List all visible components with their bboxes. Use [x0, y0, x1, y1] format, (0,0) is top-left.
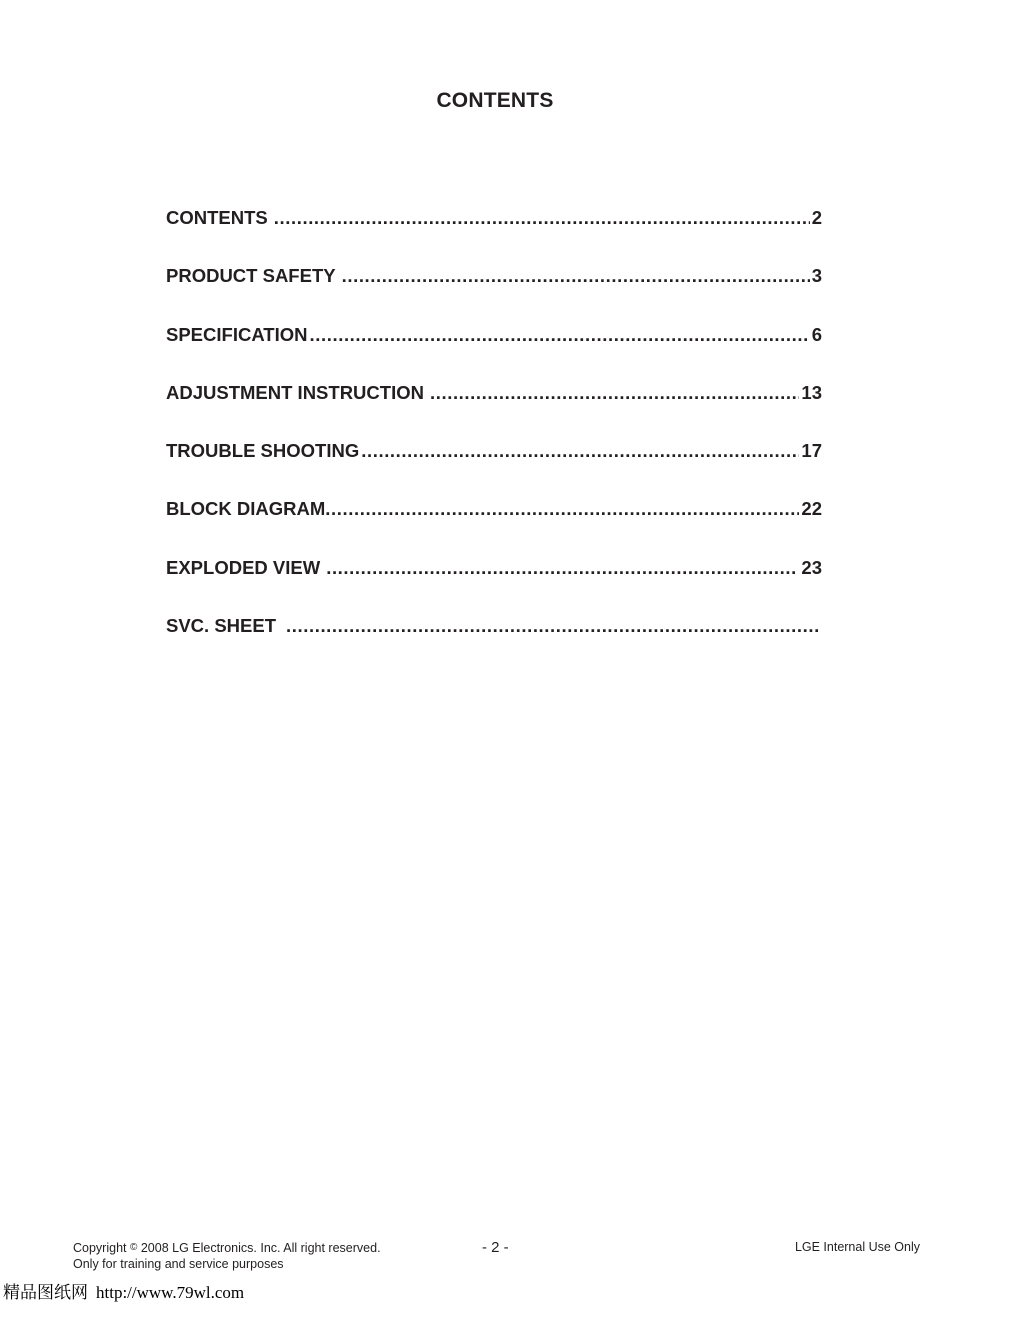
toc-dot-leader [326, 557, 795, 579]
toc-entry-page: 13 [801, 381, 822, 403]
toc-dot-leader [430, 382, 799, 404]
toc-entry-contents[interactable] [166, 207, 822, 265]
toc-dot-leader [342, 265, 810, 287]
copyright-word: Copyright [73, 1241, 127, 1255]
toc-entry-label: SPECIFICATION [166, 323, 308, 345]
footer-copyright [73, 1240, 381, 1272]
toc-entry-block-diagram[interactable] [166, 498, 822, 556]
toc-dot-leader [325, 498, 799, 520]
toc-entry-page: 17 [801, 440, 822, 462]
toc-entry-label: SVC. SHEET [166, 615, 276, 637]
copyright-text: 2008 LG Electronics. Inc. All right reserved. [140, 1241, 381, 1255]
toc-dot-leader [361, 440, 799, 462]
toc-entry-page: 23 [801, 556, 822, 578]
toc-entry-page: 3 [811, 265, 822, 287]
toc-entry-label: TROUBLE SHOOTING [166, 440, 360, 462]
toc-entry-exploded-view[interactable] [166, 557, 822, 615]
toc-entry-page: 22 [801, 498, 822, 520]
toc-dot-leader [274, 207, 810, 229]
table-of-contents [166, 207, 822, 673]
purpose-line: Only for training and service purposes [73, 1257, 284, 1271]
toc-entry-trouble-shooting[interactable] [166, 440, 822, 498]
toc-dot-leader [286, 615, 820, 637]
watermark-text: 精品图纸网 [3, 1283, 88, 1303]
toc-dot-leader [310, 324, 810, 346]
toc-entry-label: EXPLODED VIEW [166, 556, 321, 578]
toc-entry-product-safety[interactable] [166, 265, 822, 323]
toc-entry-label: PRODUCT SAFETY [166, 265, 336, 287]
page-title: CONTENTS [436, 89, 554, 112]
watermark-url[interactable]: http://www.79wl.com [96, 1283, 245, 1302]
toc-entry-label: BLOCK DIAGRAM [166, 498, 326, 520]
toc-entry-svc-sheet[interactable] [166, 615, 822, 673]
toc-entry-label: CONTENTS [166, 207, 268, 228]
toc-entry-page: 2 [811, 207, 822, 228]
watermark [3, 1278, 244, 1303]
toc-entry-label: ADJUSTMENT INSTRUCTION [166, 381, 424, 403]
toc-entry-specification[interactable] [166, 324, 822, 382]
copyright-symbol: © [129, 1242, 138, 1253]
toc-entry-page: 6 [811, 323, 822, 345]
toc-entry-adjustment-instruction[interactable] [166, 382, 822, 440]
internal-use-label: LGE Internal Use Only [794, 1240, 920, 1254]
page-number: - 2 - [482, 1239, 509, 1256]
copyright-line [73, 1240, 381, 1256]
